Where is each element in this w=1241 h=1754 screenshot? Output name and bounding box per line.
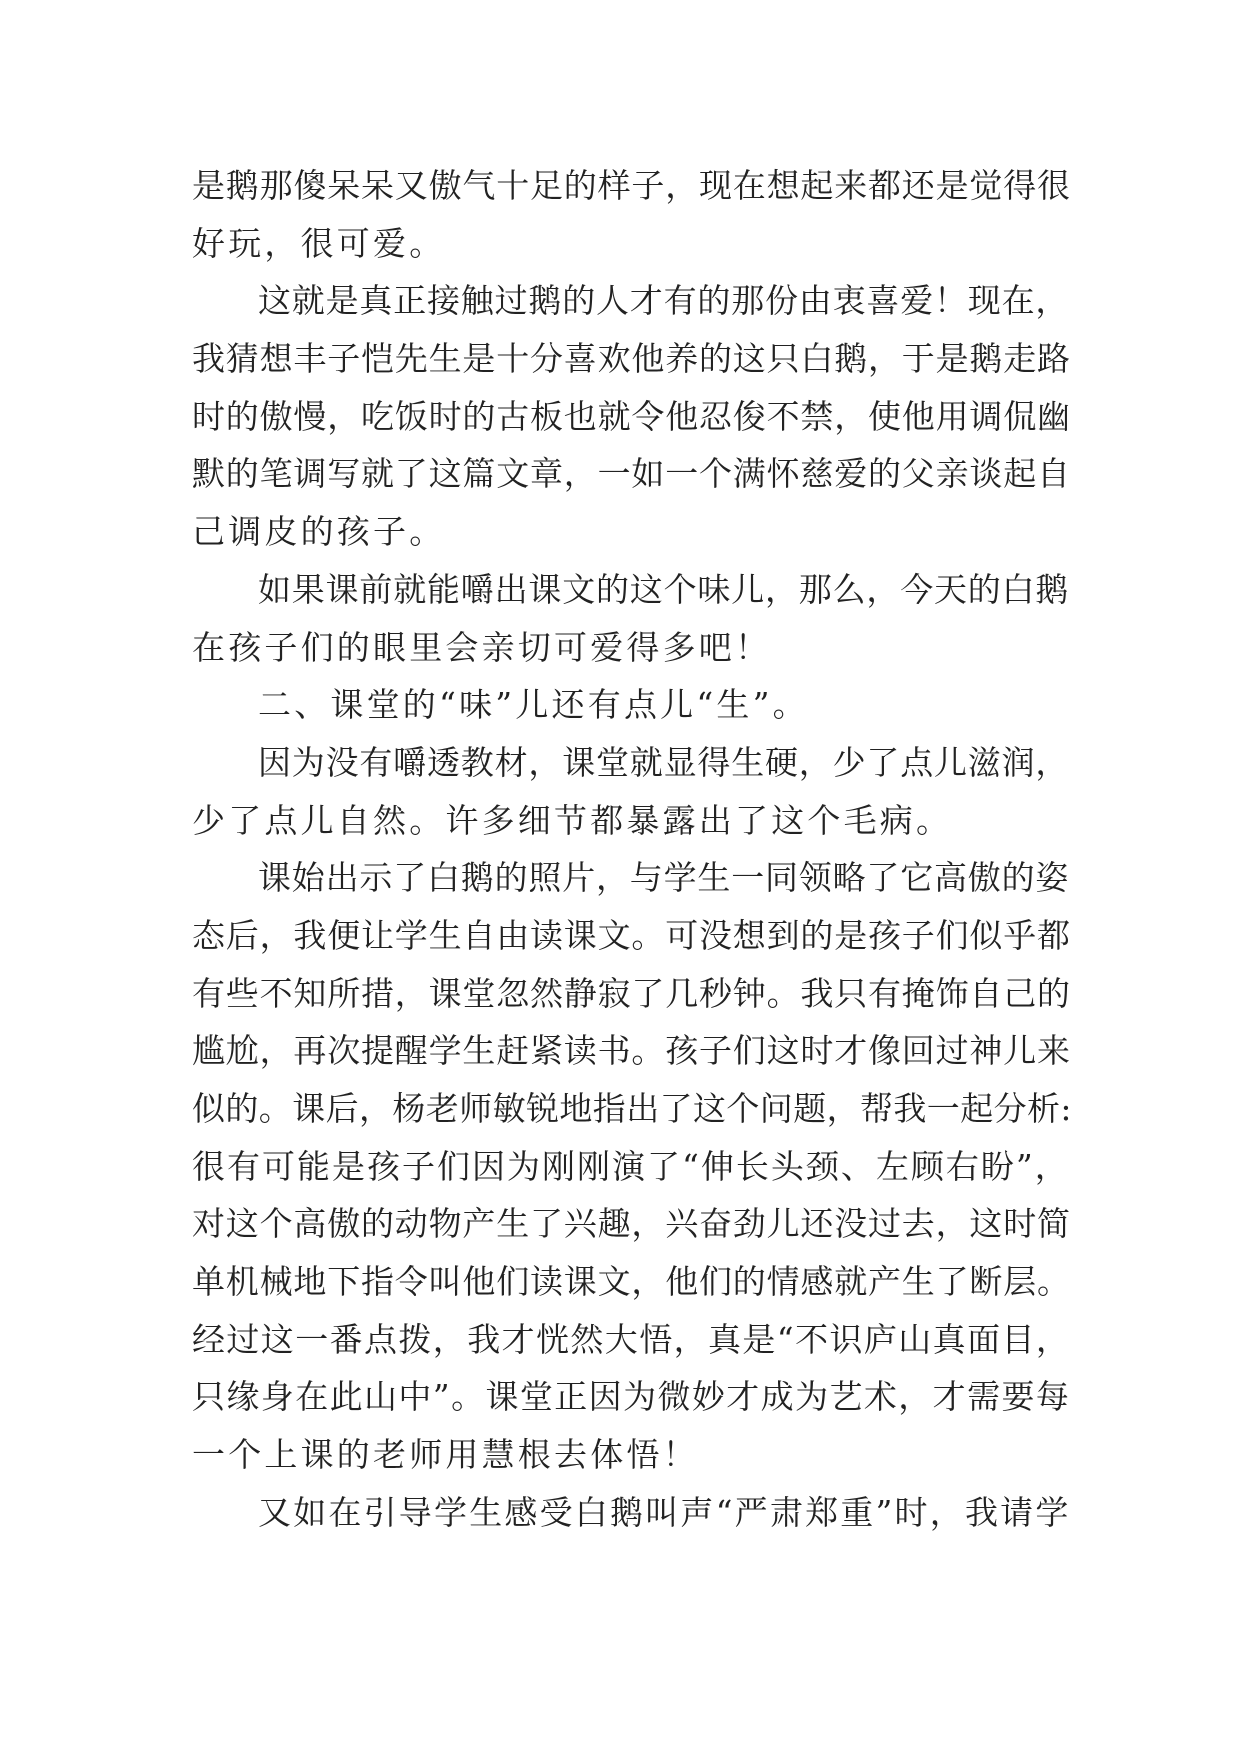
text-line: 少了点儿自然。许多细节都暴露出了这个毛病。 (192, 800, 953, 840)
text-line: 一个上课的老师用慧根去体悟！ (192, 1435, 699, 1475)
paragraph-start-line: 这就是真正接触过鹅的人才有的那份由衷喜爱！现在， (258, 281, 1070, 321)
text-line: 默的笔调写就了这篇文章，一如一个满怀慈爱的父亲谈起自 (192, 454, 1071, 494)
text-line: 很有可能是孩子们因为刚刚演了“伸长头颈、左顾右盼”， (192, 1146, 1070, 1186)
text-line: 态后，我便让学生自由读课文。可没想到的是孩子们似乎都 (192, 915, 1071, 955)
text-line: 经过这一番点拨，我才恍然大悟，真是“不识庐山真面目， (192, 1319, 1071, 1359)
text-line: 好玩，很可爱。 (192, 223, 446, 263)
paragraph-start-line: 课始出示了白鹅的照片，与学生一同领略了它高傲的姿 (258, 858, 1070, 898)
text-line: 是鹅那傻呆呆又傲气十足的样子，现在想起来都还是觉得很 (192, 166, 1071, 205)
text-line: 只缘身在此山中”。课堂正因为微妙才成为艺术，才需要每 (192, 1377, 1071, 1417)
paragraph-start-line: 又如在引导学生感受白鹅叫声“严肃郑重”时，我请学 (258, 1492, 1071, 1532)
text-line: 似的。课后，杨老师敏锐地指出了这个问题，帮我一起分析: (192, 1089, 1072, 1128)
paragraph-start-line: 因为没有嚼透教材，课堂就显得生硬，少了点儿滋润， (258, 742, 1070, 782)
text-line: 时的傲慢，吃饭时的古板也就令他忍俊不禁，使他用调侃幽 (192, 396, 1071, 436)
text-line: 在孩子们的眼里会亲切可爱得多吧！ (192, 627, 772, 667)
body-text (192, 157, 1072, 1542)
paragraph-start-line: 如果课前就能嚼出课文的这个味儿，那么，今天的白鹅 (258, 569, 1070, 609)
text-line: 己调皮的孩子。 (192, 512, 446, 552)
text-line: 尴尬，再次提醒学生赶紧读书。孩子们这时才像回过神儿来 (192, 1031, 1071, 1071)
text-line: 对这个高傲的动物产生了兴趣，兴奋劲儿还没过去，这时简 (192, 1204, 1071, 1244)
section-heading: 二、课堂的“味”儿还有点儿“生”。 (258, 685, 809, 725)
text-line: 单机械地下指令叫他们读课文，他们的情感就产生了断层。 (192, 1262, 1071, 1302)
text-line: 我猜想丰子恺先生是十分喜欢他养的这只白鹅，于是鹅走路 (192, 339, 1071, 379)
text-line: 有些不知所措，课堂忽然静寂了几秒钟。我只有掩饰自己的 (192, 973, 1071, 1013)
